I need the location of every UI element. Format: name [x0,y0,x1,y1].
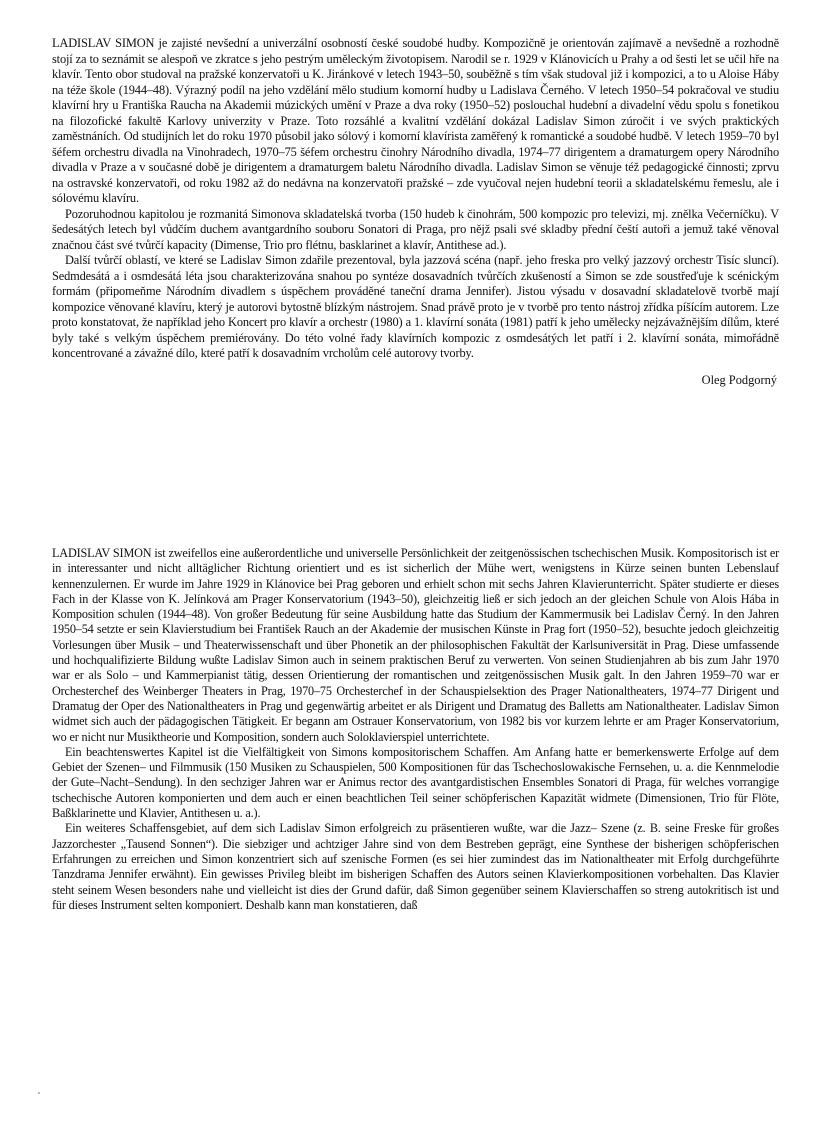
german-paragraph-1: LADISLAV SIMON ist zweifellos eine außerordentliche und universelle Persönlichkeit der zeitgenössischen tschechischen Musik. Kompositorisch ist er in interessanter und nicht alltäglicher Richtung orientiert und es ist sicherlich der Mühe wert, wenigstens in Kürze seinen bunten Lebenslauf kennenzulernen. Er wurde im Jahre 1929 in Klánovice bei Prag geboren und erhielt schon mit sechs Jahren Klavierunterricht. Später studierte er dieses Fach in der Klasse von K. Jelínková am Prager Konservatorium (1943–50), gleichzeitig ließ er sich jedoch an der gleichen Schule von Alois Hába in Komposition schulen (1944–48). Von großer Bedeutung für seine Ausbildung hatte das Studium der Kammermusik bei Ladislav Černý. In den Jahren 1950–54 setzte er sein Klavierstudium bei František Rauch an der Akademie der musischen Künste in Prag fort (1950–52), besuchte jedoch gleichzeitig Vorlesungen über Musik – und Theaterwissenschaft und über Phonetik an der philosophischen Fakultät der Karlsuniversität in Prag. Diese umfassende und hochqualifizierte Bildung wußte Ladislav Simon auch in seinem praktischen Beruf zu verwerten. Von seinen Studienjahren ab bis zum Jahr 1970 war er als Solo – und Kammerpianist tätig, dessen Orientierung der romantischen und zeitgenössischen Musik galt. In den Jahren 1959–70 war er Orchesterchef des Weinberger Theaters in Prag, 1970–75 Orchesterchef in der Schauspielsektion des Prager Nationaltheaters, 1974–77 Dirigent und Dramatug der Oper des Nationaltheaters in Prag und gegenwärtig arbeitet er als Dirigent und Dramatug des Balletts am Nationaltheater. Ladislav Simon widmet sich auch der pädagogischen Tätigkeit. Er begann am Ostrauer Konservatorium, von 1982 bis vor kurzem lehrte er am Prager Konservatorium, wo er nicht nur Musiktheorie und Komposition, sondern auch Soloklavierspiel unterrichtete. [52,546,779,744]
german-paragraph-2: Ein beachtenswertes Kapitel ist die Vielfältigkeit von Simons kompositorischem Schaffen. Am Anfang hatte er bemerkenswerte Erfolge auf dem Gebiet der Szenen– und Filmmusik (150 Musiken zu Schauspielen, 500 Kompositionen für das Tschechoslowakische Fernsehen, u. a. die Kennmelodie der Gute–Nacht–Sendung). In den sechziger Jahren war er Animus rector des avantgardistischen Ensembles Sonatori di Praga, für welches vorrangige tschechische Autoren komponierten und dem auch er einen beachtlichen Teil seiner schöpferischen Kapazität widmete (Dimensionen, Trio für Flöte, Baßklarinette und Klavier, Antithesen u. a.). [52,744,779,821]
czech-paragraph-2: Pozoruhodnou kapitolou je rozmanitá Simonova skladatelská tvorba (150 hudeb k činohrám, 500 kompozic pro televizi, mj. znělka Večerníčku). V šedesátých letech byl vůdčím duchem avantgardního souboru Sonatori di Praga, pro nějž psali své skladby přední čeští autoři a jemuž také věnoval značnou část své tvůrčí kapacity (Dimense, Trio pro flétnu, basklarinet a klavír, Antithese ad.). [52,206,779,252]
german-text-section [52,546,779,913]
scan-speck [38,1092,40,1094]
author-signature: Oleg Podgorný [701,372,777,387]
czech-paragraph-1: LADISLAV SIMON je zajisté nevšední a univerzální osobností české soudobé hudby. Kompozičně je orientován zajímavě a nevšedně a rozhodně stojí za to seznámit se alespoň ve zkratce s jeho pestrým uměleckým životopisem. Narodil se r. 1929 v Klánovicích u Prahy a od šesti let se učil hře na klavír. Tento obor studoval na pražské konzervatoři u K. Jiránkové v letech 1943–50, souběžně s tím však studoval již i kompozici, a to u Aloise Háby na téže škole (1944–48). Výrazný podíl na jeho vzdělání mělo studium komorní hudby u Ladislava Černého. V letech 1950–54 pokračoval ve studiu klavírní hry u Františka Raucha na Akademii múzických umění v Praze a dva roky (1950–52) poslouchal hudební a divadelní vědu spolu s fonetikou na filozofické fakultě Karlovy univerzity v Praze. Toto rozsáhlé a kvalitní vzdělání dokázal Ladislav Simon zúročit i ve svých praktických zaměstnáních. Od studijních let do roku 1970 působil jako sólový i komorní klavírista zaměřený k romantické a soudobé hudbě. V letech 1959–70 byl šéfem orchestru divadla na Vinohradech, 1970–75 šéfem orchestru činohry Národního divadla, 1974–77 dirigentem a dramaturgem opery Národního divadla v Praze a v současné době je dirigentem a dramaturgem baletu Národního divadla. Ladislav Simon se věnuje též pedagogické činnosti; zprvu na ostravské konzervatoři, od roku 1982 až do nedávna na konzervatoři pražské – zde vyučoval nejen hudební teorii a skladatelskému řemeslu, ale i sólovému klavíru. [52,36,779,205]
german-paragraph-3: Ein weiteres Schaffensgebiet, auf dem sich Ladislav Simon erfolgreich zu präsentieren wußte, war die Jazz– Szene (z. B. seine Freske für großes Jazzorchester „Tausend Sonnen“). Die siebziger und achtziger Jahre sind von dem Bestreben geprägt, eine Synthese der bisherigen schöpferischen Erfahrungen zu erreichen und Simon konzentriert sich auf szenische Formen (es sei hier zumindest das im Nationaltheater mit Erfolg durchgeführte Tanzdrama Jennifer erwähnt). Ein gewisses Privileg bleibt im bisherigen Schaffen des Autors seinen Klavierkompositionen vorbehalten. Das Klavier steht seinem Wesen besonders nahe und vielleicht ist dies der Grund dafür, daß Simon gegenüber seinem Klavierschaffen so streng autokritisch ist und für dieses Instrument selten komponiert. Deshalb kann man konstatieren, daß [52,821,779,912]
czech-paragraph-3: Další tvůrčí oblastí, ve které se Ladislav Simon zdařile prezentoval, byla jazzová scéna (např. jeho freska pro velký jazzový orchestr Tisíc sluncí). Sedmdesátá a i osmdesátá léta jsou charakterizována snahou po syntéze dosavadních tvůrčích zkušeností a Simon se zde soustřeďuje k scénickým formám (připomeňme Národním divadlem s úspěchem prováděné taneční drama Jennifer). Jistou výsadu v dosavadní skladatelově tvorbě mají kompozice věnované klavíru, který je autorovi bytostně blízkým nástrojem. Snad právě proto je v tvorbě pro tento nástroj zřídka píšícím autorem. Lze proto konstatovat, že například jeho Koncert pro klavír a orchestr (1980) a 1. klavírní sonáta (1981) patří k jeho umělecky nejzávažnějším dílům, které byly také s velkým úspěchem premiérovány. Do této volné řady klavírních kompozic z osmdesátých let patří i 2. klavírní sonáta, mimořádně koncentrované a závažné dílo, které patří k dosavadním vrcholům celé autorovy tvorby. [52,253,779,360]
czech-text-section [52,36,779,388]
